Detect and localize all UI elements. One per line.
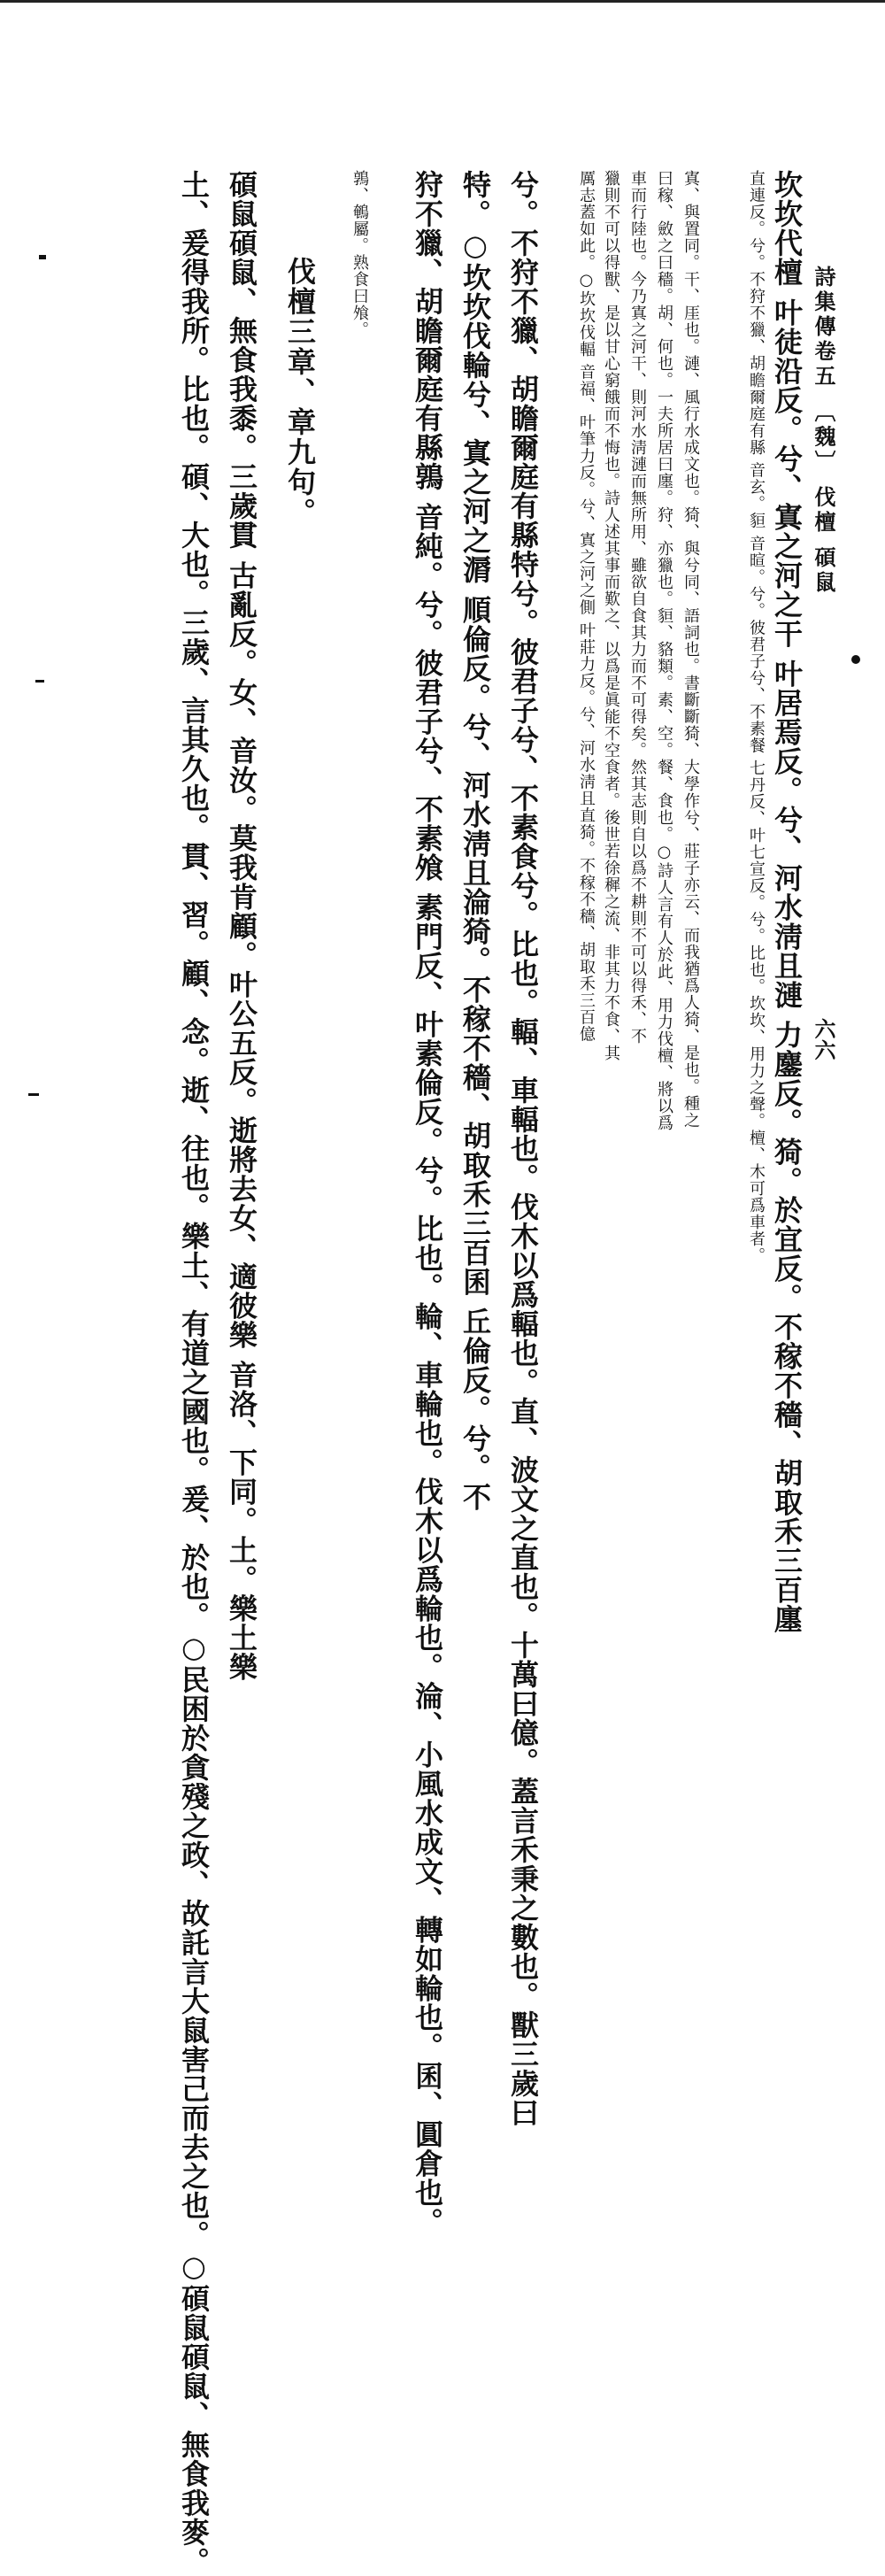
scan-speck [39, 255, 46, 259]
commentary-column: 寘、與置同。干、厓也。漣、風行水成文也。猗、與兮同、語詞也。書斷斷猗、大學作兮、莊子亦云、而我猶爲人猗、是也。種之 [681, 170, 700, 1129]
text-column: 直連反。兮。不狩不獵、胡瞻爾庭有縣 音玄。貆 音暄。兮。彼君子兮、不素餐 七丹反、叶七宣反。兮。比也。坎坎、用力之聲。檀、木可爲車者。 [747, 170, 766, 1265]
running-header: 詩集傳卷五 〔魏〕 伐檀 碩鼠 [811, 266, 836, 597]
scan-speck [28, 1093, 39, 1096]
page-top-border [0, 0, 885, 3]
text-column: 狩不獵、胡瞻爾庭有縣鶉 音純。兮。彼君子兮、不素飧 素門反、叶素倫反。兮。比也。輪、車輪也。伐木以爲輪也。淪、小風水成文、轉如輪也。囷、圓倉也。 [411, 170, 444, 2237]
commentary-column: 曰稼、斂之曰穡。胡、何也。一夫所居曰廛。狩、亦獵也。貆、貉類。素、空。餐、食也。○詩人言有人於此、用力伐檀、將以爲 [655, 170, 673, 1131]
commentary-column: 鶉、鵪屬。熟食曰飧。 [350, 170, 369, 338]
text-column: 土、爰得我所。比也。碩、大也。三歲、言其久也。貫、習。顧、念。逝、往也。樂土、有道之國也。爰、於也。○民困於貪殘之政、故託言大鼠害己而去之也。○碩鼠碩鼠、無食我麥。 [177, 170, 211, 2576]
text-column: 坎坎代檀 叶徒沿反。兮、寘之河之干 叶居焉反。兮、河水淸且漣 力鏖反。猗。於宜反。不稼不穡、胡取禾三百廛 [770, 170, 804, 1634]
text-column: 碩鼠碩鼠、無食我黍。三歲貫 古亂反。女、音汝。莫我肯顧。叶公五反。逝將去女、適彼樂 音洛、下同。土。樂土樂 [225, 170, 258, 1682]
page-number: 六六 [811, 1018, 836, 1060]
commentary-column: 車而行陸也。今乃寘之河干、則河水淸漣而無所用、雖欲自食其力而不可得矣。然其志則自以爲不耕則不可以得禾、不 [628, 170, 647, 1045]
scan-speck [851, 655, 860, 664]
scan-speck [35, 680, 44, 683]
commentary-column: 獵則不可以得獸、是以甘心窮餓而不悔也。詩人述其事而歎之、以爲是眞能不空食者。後世若徐穉之流、非其力不食、其 [602, 170, 620, 1061]
text-column: 特。○坎坎伐輪兮、寘之河之漘 順倫反。兮、河水淸且淪猗。不稼不穡、胡取禾三百囷 丘倫反。兮。不 [458, 170, 492, 1512]
text-column: 厲志蓋如此。○坎坎伐輻 音福、叶筆力反。兮、寘之河之側 叶莊力反。兮、河水淸且直猗。不稼不穡、胡取禾三百億 [577, 170, 596, 1043]
text-column: 兮。不狩不獵、胡瞻爾庭有縣特兮。彼君子兮、不素食兮。比也。輻、車輻也。伐木以爲輻也。直、波文之直也。十萬曰億。蓋言禾秉之數也。獸三歲曰 [506, 170, 540, 2127]
section-heading: 伐檀三章、章九句。 [283, 257, 317, 528]
